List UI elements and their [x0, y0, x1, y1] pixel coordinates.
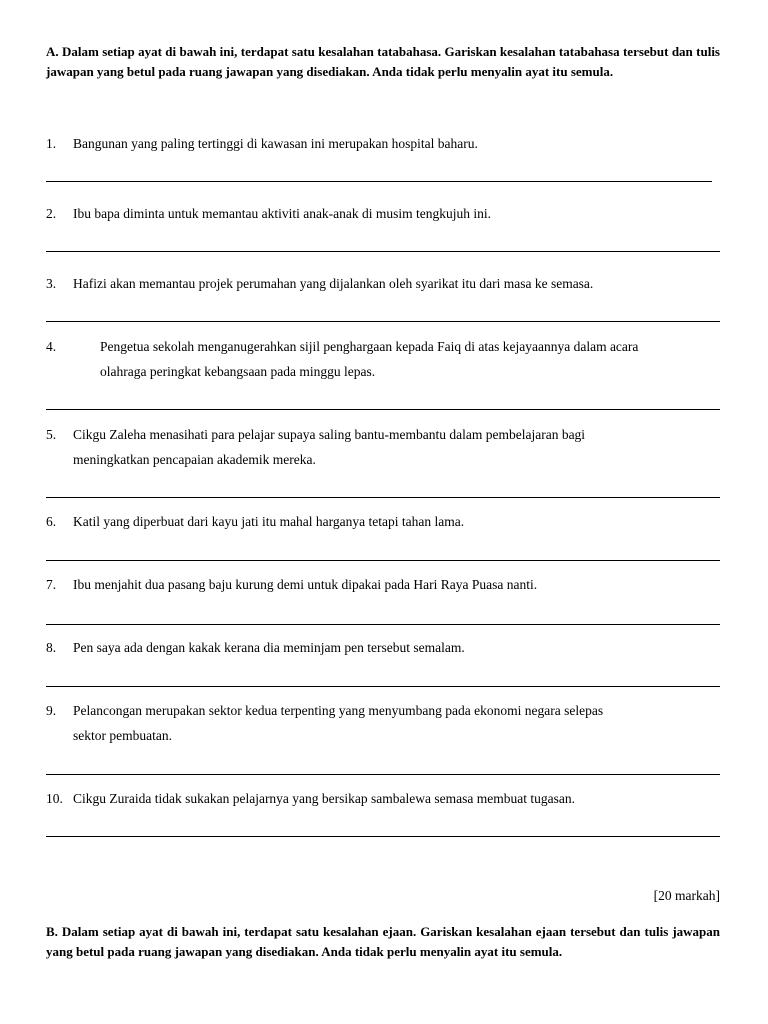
answer-line-2[interactable] — [46, 251, 720, 252]
question-9 — [46, 698, 720, 748]
question-1 — [46, 131, 720, 156]
section-b-instruction: B. Dalam setiap ayat di bawah ini, terdapat satu kesalahan ejaan. Gariskan kesalahan ejaan tersebut dan tulis jawapan yang betul pada ruang jawapan yang disediakan. Anda tidak perlu menyalin ayat itu semula. — [46, 924, 720, 959]
question-3 — [46, 271, 720, 296]
question-number: 6. — [46, 514, 57, 529]
question-text: Pengetua sekolah menganugerahkan sijil penghargaan kepada Faiq di atas kejayaannya dalam acara — [100, 339, 639, 354]
question-text: Ibu menjahit dua pasang baju kurung demi untuk dipakai pada Hari Raya Puasa nanti. — [73, 577, 538, 592]
answer-line-4[interactable] — [46, 409, 720, 410]
question-10 — [46, 786, 720, 811]
answer-line-5[interactable] — [46, 497, 720, 498]
question-text-continued: olahraga peringkat kebangsaan pada minggu lepas. — [100, 364, 376, 379]
question-text: Bangunan yang paling tertinggi di kawasan ini merupakan hospital baharu. — [73, 136, 478, 151]
answer-line-10[interactable] — [46, 836, 720, 837]
question-text-continued: sektor pembuatan. — [73, 728, 172, 743]
question-text: Cikgu Zuraida tidak sukakan pelajarnya yang bersikap sambalewa semasa membuat tugasan. — [73, 791, 575, 806]
question-number: 5. — [46, 427, 57, 442]
question-number: 3. — [46, 276, 57, 291]
answer-line-1[interactable] — [46, 181, 712, 182]
question-text: Pen saya ada dengan kakak kerana dia meminjam pen tersebut semalam. — [73, 640, 465, 655]
answer-line-8[interactable] — [46, 686, 720, 687]
question-4 — [46, 334, 720, 384]
question-number: 1. — [46, 136, 57, 151]
answer-line-9[interactable] — [46, 774, 720, 775]
question-number: 8. — [46, 640, 57, 655]
question-text: Pelancongan merupakan sektor kedua terpenting yang menyumbang pada ekonomi negara selepas — [73, 703, 604, 718]
answer-line-3[interactable] — [46, 321, 720, 322]
answer-line-6[interactable] — [46, 560, 720, 561]
question-text: Katil yang diperbuat dari kayu jati itu mahal harganya tetapi tahan lama. — [73, 514, 465, 529]
question-number: 7. — [46, 577, 57, 592]
question-5 — [46, 422, 720, 472]
question-7 — [46, 572, 720, 597]
answer-line-7[interactable] — [46, 624, 720, 625]
question-number: 10. — [46, 791, 63, 806]
question-8 — [46, 635, 720, 660]
question-text: Hafizi akan memantau projek perumahan yang dijalankan oleh syarikat itu dari masa ke semasa. — [73, 276, 594, 291]
section-a-instruction: A. Dalam setiap ayat di bawah ini, terdapat satu kesalahan tatabahasa. Gariskan kesalahan tatabahasa tersebut dan tulis jawapan yang betul pada ruang jawapan yang disediakan. Anda tidak perlu menyalin ayat itu semula. — [46, 44, 720, 79]
question-number: 9. — [46, 703, 57, 718]
question-text-continued: meningkatkan pencapaian akademik mereka. — [73, 452, 316, 467]
total-marks: [20 markah] — [653, 888, 720, 903]
question-number: 4. — [46, 339, 57, 354]
question-text: Ibu bapa diminta untuk memantau aktiviti anak-anak di musim tengkujuh ini. — [73, 206, 492, 221]
question-number: 2. — [46, 206, 57, 221]
question-6 — [46, 509, 720, 534]
question-2 — [46, 201, 720, 226]
question-text: Cikgu Zaleha menasihati para pelajar supaya saling bantu-membantu dalam pembelajaran bagi — [73, 427, 586, 442]
